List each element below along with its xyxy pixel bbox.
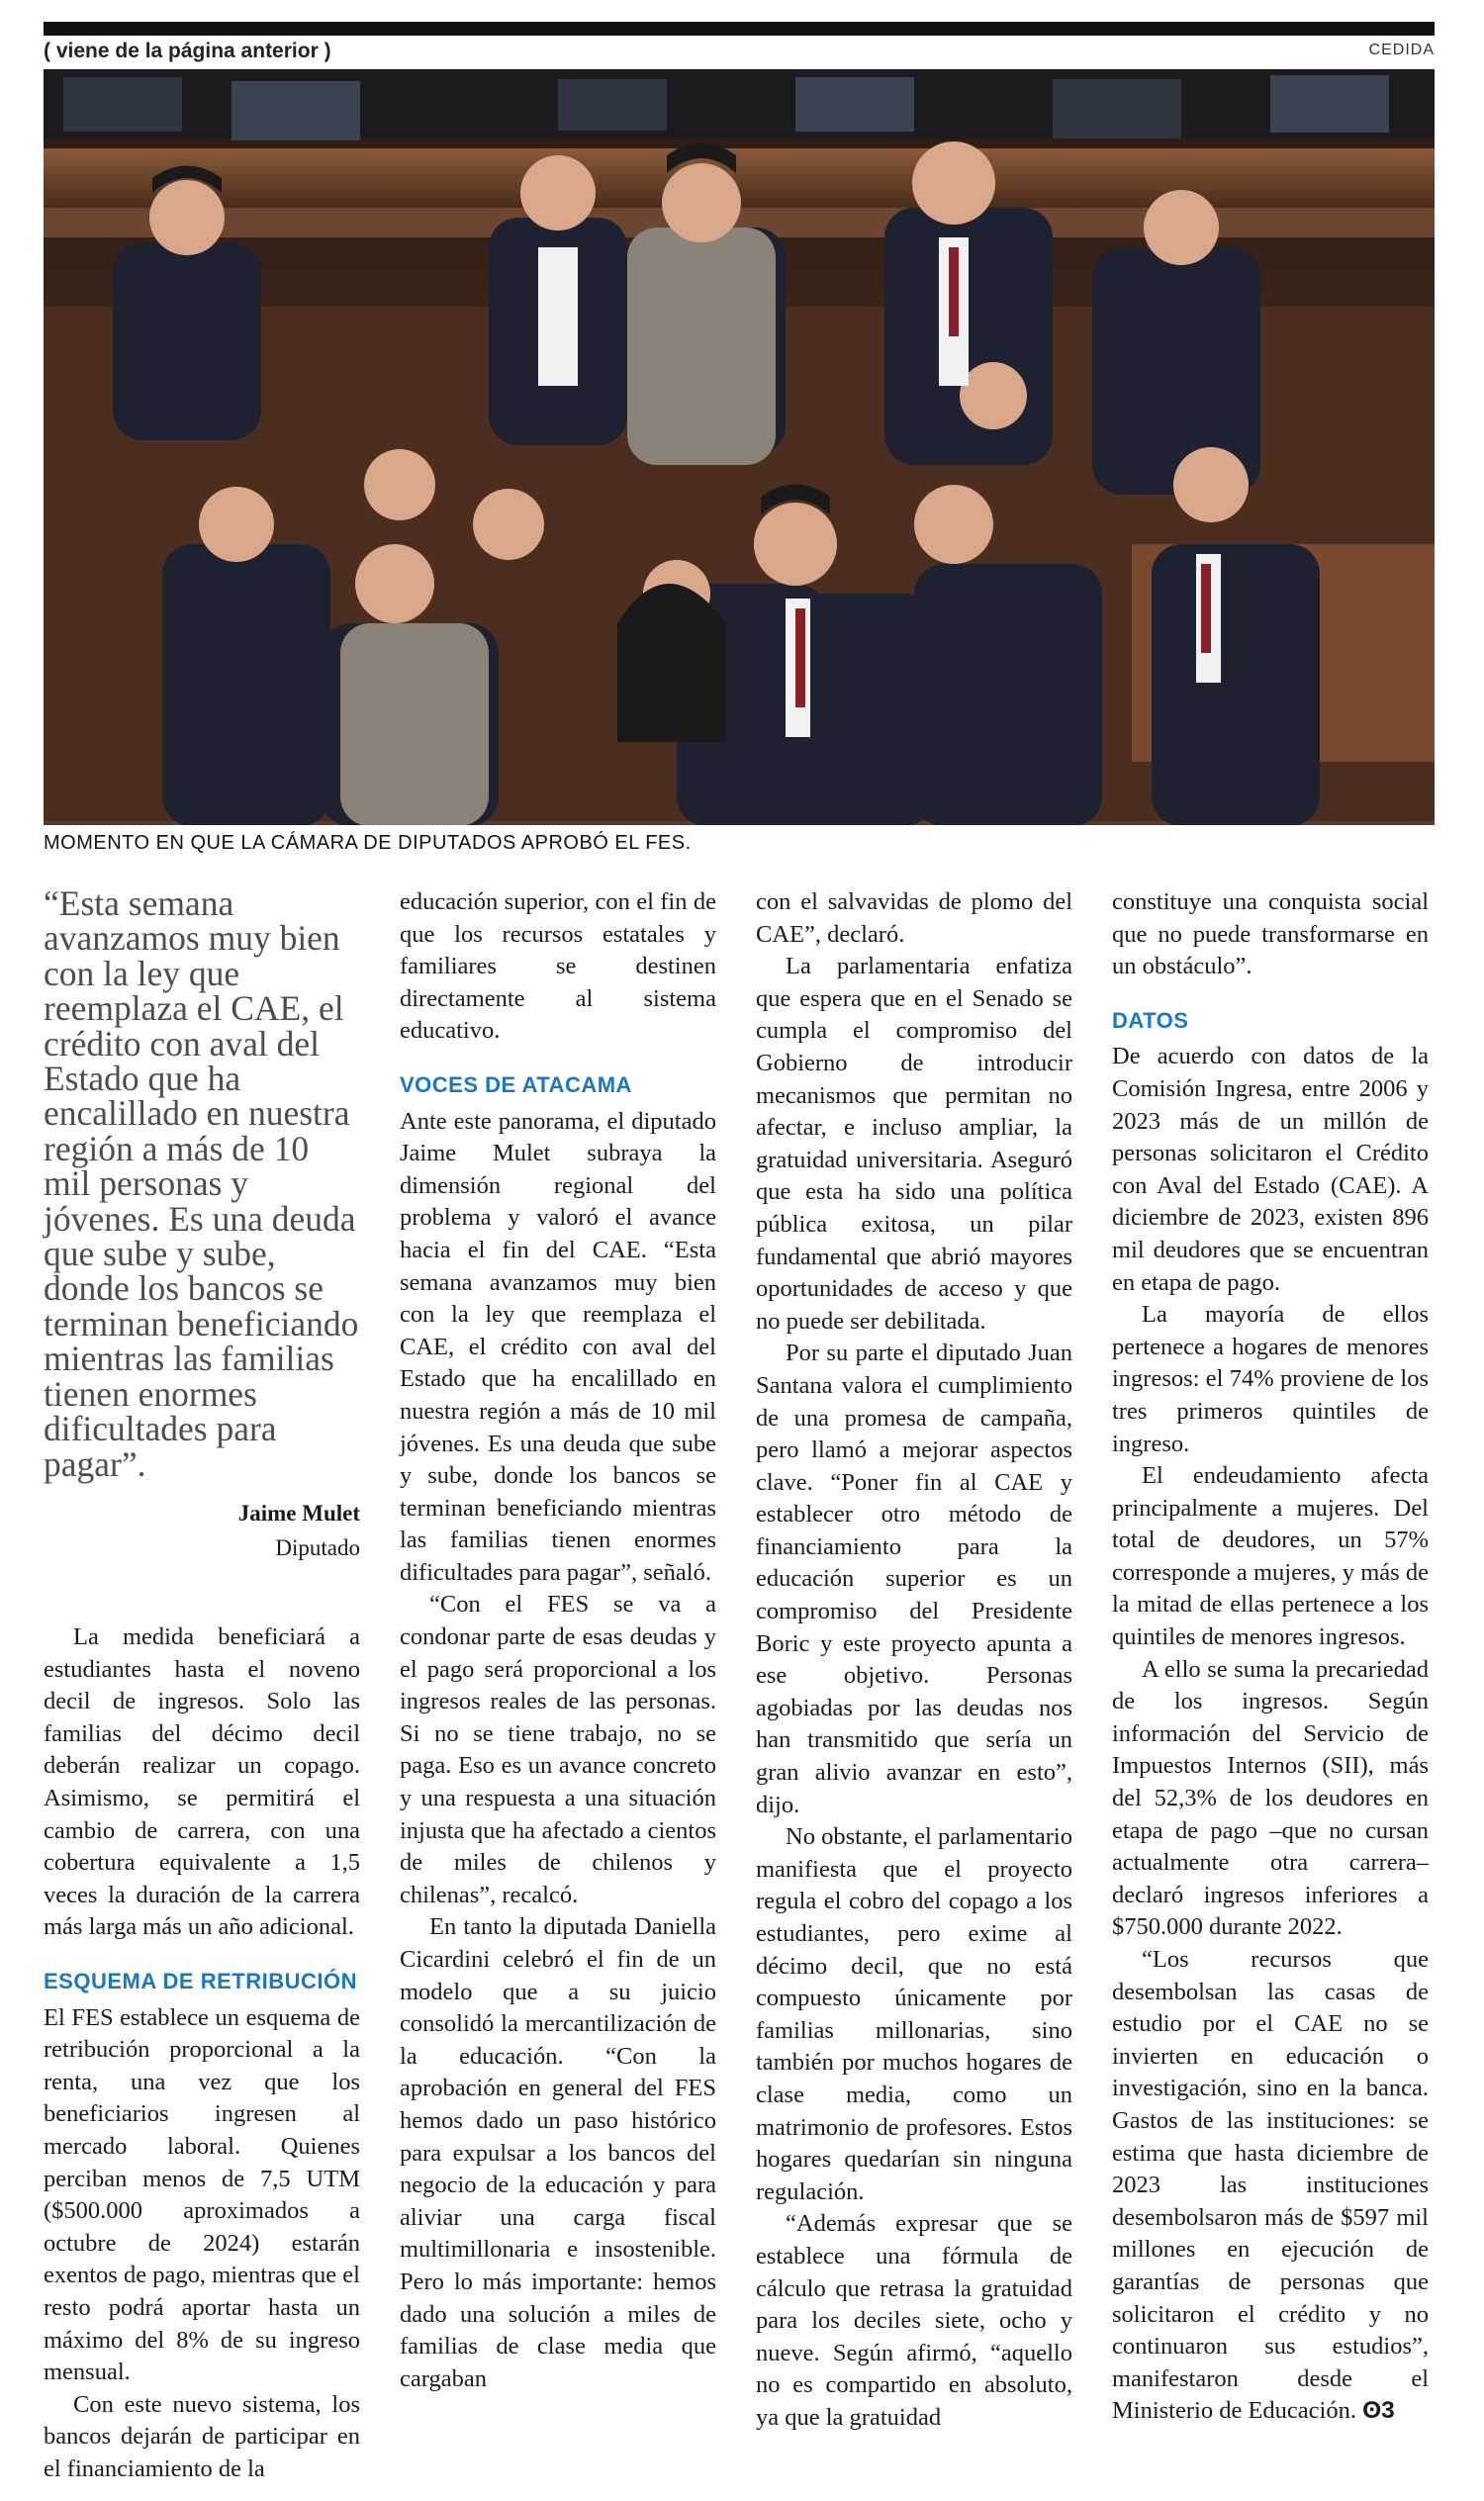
col4-paragraph-2: De acuerdo con datos de la Comisión Ingresa, entre 2006 y 2023 más de un millón de personas solicitaron el Crédito con Aval del Estado (CAE). A diciembre de 2023, existen 896 mil deudores que se encuentran en etapa de pago. bbox=[1112, 1043, 1429, 1296]
news-photo bbox=[44, 69, 1435, 825]
photo-credit: CEDIDA bbox=[1368, 42, 1435, 58]
column-1 bbox=[44, 883, 360, 2486]
col4-paragraph-5: A ello se suma la precariedad de los ingresos. Según información del Servicio de Impuestos Internos (SII), más del 52,3% de los deudores en etapa de pago –que no cursan actualmente otra carrera– declaró ingresos inferiores a $750.000 durante 2022. bbox=[1112, 1655, 1429, 1941]
col4-paragraph-6 bbox=[1112, 1944, 1429, 2428]
column-3 bbox=[756, 886, 1072, 2435]
column-4 bbox=[1112, 886, 1429, 2428]
col1-paragraph-1: La medida beneficiará a estudiantes hasta el noveno decil de ingresos. Solo las familias del décimo decil deberán realizar un copago. Asimismo, se permitirá el cambio de carrera, con una cobertura equivalente a 1,5 veces la duración de la carrera más larga más un año adicional. bbox=[44, 1623, 360, 1941]
section-heading-datos: DATOS bbox=[1112, 1007, 1189, 1033]
col2-paragraph-1: educación superior, con el fin de que los recursos estatales y familiares se destinen directamente al sistema educativo. bbox=[400, 888, 716, 1045]
continued-from-previous-page: ( viene de la página anterior ) bbox=[44, 40, 331, 62]
chamber-photo-illustration bbox=[44, 69, 1435, 825]
pull-quote-role: Diputado bbox=[275, 1534, 360, 1560]
col4-paragraph-1: constituye una conquista social que no puede transformarse en un obstáculo”. bbox=[1112, 888, 1429, 980]
col3-paragraph-4: No obstante, el parlamentario manifiesta que el proyecto regula el cobro del copago a los estudiantes, pero exime al décimo decil, que no está compuesto únicamente por familias millonarias, sino también por muchos hogares de clase media, como un matrimonio de profesores. Estos hogares quedarían sin ninguna regulación. bbox=[756, 1823, 1072, 2205]
section-heading-esquema: ESQUEMA DE RETRIBUCIÓN bbox=[44, 1969, 357, 1994]
top-rule bbox=[44, 22, 1435, 36]
col3-paragraph-2: La parlamentaria enfatiza que espera que en el Senado se cumpla el compromiso del Gobierno de introducir mecanismos que permitan no afectar, e incluso ampliar, la gratuidad universitaria. Aseguró que esta ha sido una política pública exitosa, un pilar fundamental que abrió mayores oportunidades de acceso y que no puede ser debilitada. bbox=[756, 953, 1072, 1335]
col1-paragraph-2: El FES establece un esquema de retribución proporcional a la renta, una vez que los beneficiarios ingresen al mercado laboral. Quienes perciban menos de 7,5 UTM ($500.000 aproximados a octubre de 2024) estarán exentos de pago, mientras que el resto podrá aportar hasta un máximo del 8% de su ingreso mensual. bbox=[44, 2003, 360, 2386]
col4-paragraph-3: La mayoría de ellos pertenece a hogares de menores ingresos: el 74% proviene de los tres primeros quintiles de ingreso. bbox=[1112, 1301, 1429, 1457]
col3-paragraph-5: “Además expresar que se establece una fórmula de cálculo que retrasa la gratuidad para los deciles siete, ocho y nueve. Según afirmó, “aquello no es compartido en absoluto, ya que la gratuidad bbox=[756, 2210, 1072, 2431]
col4-paragraph-4: El endeudamiento afecta principalmente a mujeres. Del total de deudores, un 57% corresponde a mujeres, y más de la mitad de ellas pertenece a los quintiles de menores ingresos. bbox=[1112, 1462, 1429, 1651]
col2-paragraph-4: En tanto la diputada Daniella Cicardini celebró el fin de un modelo que a su juicio consolidó la mercantilización de la educación. “Con la aprobación en general del FES hemos dado un paso histórico para expulsar a los bancos del negocio de la educación y para aliviar una carga fiscal multimillonaria e insostenible. Pero lo más importante: hemos dado una solución a miles de familias de clase media que cargaban bbox=[400, 1913, 716, 2392]
end-of-article-mark: ʘ3 bbox=[1362, 2397, 1395, 2425]
section-heading-voces: VOCES DE ATACAMA bbox=[400, 1071, 632, 1097]
pull-quote: “Esta semana avanzamos muy bien con la ley que reemplaza el CAE, el crédito con aval del Estado que ha encalillado en nuestra región a más de 10 mil personas y jóvenes. Es una deuda que sube y sube, donde los bancos se terminan beneficiando mientras las familias tienen enormes dificultades para pagar”. bbox=[44, 883, 359, 1484]
pull-quote-author: Jaime Mulet bbox=[237, 1500, 360, 1526]
col2-paragraph-2: Ante este panorama, el diputado Jaime Mulet subraya la dimensión regional del problema y valoró el avance hacia el fin del CAE. “Esta semana avanzamos muy bien con la ley que reemplaza el CAE, el crédito con aval del Estado que ha encalillado en nuestra región a más de 10 mil jóvenes. Es una deuda que sube y sube, donde los bancos se terminan beneficiando mientras las familias tienen enormes dificultades para pagar”, señaló. bbox=[400, 1107, 716, 1586]
col3-paragraph-1: con el salvavidas de plomo del CAE”, declaró. bbox=[756, 888, 1072, 948]
col1-paragraph-3: Con este nuevo sistema, los bancos dejarán de participar en el financiamiento de la bbox=[44, 2390, 360, 2482]
col2-paragraph-3: “Con el FES se va a condonar parte de esas deudas y el pago será proporcional a los ingresos reales de las personas. Si no se tiene trabajo, no se paga. Eso es un avance concreto y una respuesta a una situación injusta que ha afectado a cientos de miles de chilenos y chilenas”, recalcó. bbox=[400, 1591, 716, 1908]
photo-caption: MOMENTO EN QUE LA CÁMARA DE DIPUTADOS APROBÓ EL FES. bbox=[44, 832, 692, 854]
col3-paragraph-3: Por su parte el diputado Juan Santana valora el cumplimiento de una promesa de campaña, pero llamó a mejorar aspectos clave. “Poner fin al CAE y establecer otro método de financiamiento para la educación superior es un compromiso del Presidente Boric y este proyecto apunta a ese objetivo. Personas agobiadas por las deudas nos han transmitido que sería un gran alivio avanzar en esto”, dijo. bbox=[756, 1340, 1072, 1818]
col4-paragraph-6-text: “Los recursos que desembolsan las casas de estudio por el CAE no se invierten en educación o investigación, sino en la banca. Gastos de las instituciones: se estima que hasta diciembre de 2023 las instituciones desembolsaron más de $597 mil millones en ejecución de garantías de personas que solicitaron el crédito y no continuaron sus estudios”, manifestaron desde el Ministerio de Educación. bbox=[1112, 1946, 1429, 2425]
column-2 bbox=[400, 886, 716, 2395]
